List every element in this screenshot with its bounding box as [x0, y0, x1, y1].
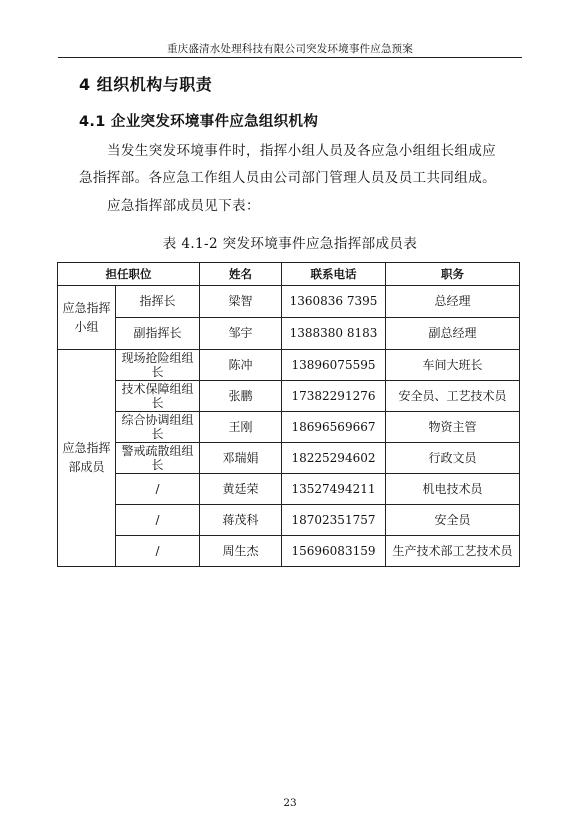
table-row — [58, 350, 520, 381]
cell-duty: 安全员、工艺技术员 — [386, 381, 520, 412]
cell-position: / — [116, 474, 200, 505]
table-row — [58, 381, 520, 412]
table-row — [58, 412, 520, 443]
cell-position: 现场抢险组组长 — [116, 350, 200, 381]
page-number: 23 — [283, 797, 297, 809]
table-row — [58, 318, 520, 350]
cell-phone: 18225294602 — [282, 443, 386, 474]
table-row — [58, 286, 520, 318]
cell-phone: 1360836 7395 — [282, 286, 386, 318]
table-row — [58, 443, 520, 474]
cell-duty: 机电技术员 — [386, 474, 520, 505]
cell-position: 指挥长 — [116, 286, 200, 318]
header-name: 姓名 — [200, 263, 282, 286]
cell-phone: 17382291276 — [282, 381, 386, 412]
header-duty: 职务 — [386, 263, 520, 286]
cell-name: 蒋茂科 — [200, 505, 282, 536]
cell-position: / — [116, 536, 200, 567]
document-header: 重庆盛清水处理科技有限公司突发环境事件应急预案 — [166, 43, 414, 55]
cell-position: 副指挥长 — [116, 318, 200, 350]
cell-position: 技术保障组组长 — [116, 381, 200, 412]
cell-name: 王刚 — [200, 412, 282, 443]
cell-name: 周生杰 — [200, 536, 282, 567]
cell-phone: 13896075595 — [282, 350, 386, 381]
cell-phone: 18702351757 — [282, 505, 386, 536]
cell-duty: 物资主管 — [386, 412, 520, 443]
members-table — [57, 262, 520, 567]
table-row — [58, 536, 520, 567]
cell-name: 黄廷荣 — [200, 474, 282, 505]
cell-position: 警戒疏散组组长 — [116, 443, 200, 474]
table-caption: 表 4.1-2 突发环境事件应急指挥部成员表 — [162, 236, 418, 252]
cell-name: 邹宇 — [200, 318, 282, 350]
body-paragraph: 应急指挥部成员见下表： — [107, 198, 260, 214]
cell-duty: 总经理 — [386, 286, 520, 318]
group-label: 应急指挥部成员 — [58, 350, 116, 567]
header-divider — [58, 57, 522, 58]
cell-position: 综合协调组组长 — [116, 412, 200, 443]
cell-name: 陈冲 — [200, 350, 282, 381]
cell-name: 梁智 — [200, 286, 282, 318]
table-header-row — [58, 263, 520, 286]
header-phone: 联系电话 — [282, 263, 386, 286]
cell-duty: 车间大班长 — [386, 350, 520, 381]
cell-phone: 18696569667 — [282, 412, 386, 443]
cell-phone: 13527494211 — [282, 474, 386, 505]
section-heading: 4 组织机构与职责 — [79, 75, 213, 94]
group-label: 应急指挥小组 — [58, 286, 116, 350]
header-position: 担任职位 — [58, 263, 200, 286]
cell-duty: 副总经理 — [386, 318, 520, 350]
cell-name: 张鹏 — [200, 381, 282, 412]
body-paragraph: 当发生突发环境事件时，指挥小组人员及各应急小组组长组成应急指挥部。各应急工作组人员由公司部门管理人员及员工共同组成。 — [79, 143, 497, 186]
subsection-heading: 4.1 企业突发环境事件应急组织机构 — [79, 114, 319, 130]
cell-phone: 15696083159 — [282, 536, 386, 567]
cell-duty: 生产技术部工艺技术员 — [386, 536, 520, 567]
table-row — [58, 505, 520, 536]
cell-duty: 行政文员 — [386, 443, 520, 474]
table-row — [58, 474, 520, 505]
cell-name: 邓瑞娟 — [200, 443, 282, 474]
cell-position: / — [116, 505, 200, 536]
cell-duty: 安全员 — [386, 505, 520, 536]
cell-phone: 1388380 8183 — [282, 318, 386, 350]
